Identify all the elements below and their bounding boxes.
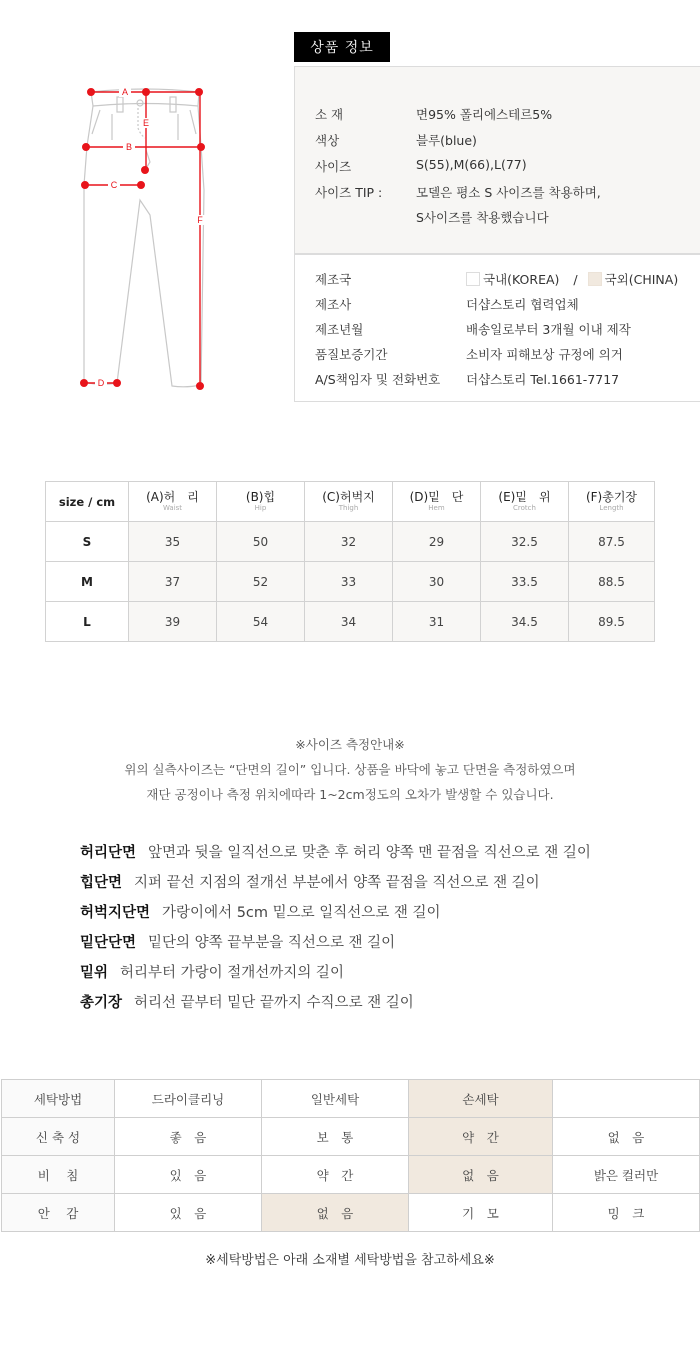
- size-cell: 89.5: [569, 602, 655, 642]
- wash-cell: 드라이클리닝: [115, 1080, 262, 1118]
- size-cell: 87.5: [569, 522, 655, 562]
- wash-cell: 기 모: [409, 1194, 553, 1232]
- info-value: S(55),M(66),L(77): [416, 157, 527, 172]
- wash-cell-selected: 약 간: [409, 1118, 553, 1156]
- size-cell: 39: [129, 602, 217, 642]
- definition-waist: 허리단면 앞면과 뒷을 일직선으로 맞춘 후 허리 양쪽 맨 끝점을 직선으로 잰 길이: [80, 845, 591, 861]
- info-value: 모델은 평소 S 사이즈를 착용하며,: [416, 185, 601, 200]
- origin-foreign: 국외(CHINA): [604, 272, 679, 287]
- info-key: 품질보증기간: [315, 347, 388, 362]
- size-cell: 37: [129, 562, 217, 602]
- size-table-header: [46, 482, 655, 522]
- size-cell: 54: [217, 602, 305, 642]
- definition-thigh: 허벅지단면 가랑이에서 5cm 밑으로 일직선으로 잰 길이: [80, 905, 441, 921]
- size-cell: 88.5: [569, 562, 655, 602]
- size-cell: 32.5: [481, 522, 569, 562]
- wash-label: 신 축 성: [2, 1118, 115, 1156]
- info-key: 제조년월: [315, 322, 364, 337]
- product-basic-info-box: [294, 66, 700, 254]
- domestic-swatch: [466, 272, 480, 286]
- wash-cell-selected: 없 음: [262, 1194, 409, 1232]
- notice-line-2: 재단 공정이나 측정 위치에따라 1~2cm정도의 오차가 발생할 수 있습니다.: [146, 787, 554, 802]
- origin-separator: /: [573, 272, 578, 287]
- wash-cell: [553, 1080, 700, 1118]
- size-cell: 35: [129, 522, 217, 562]
- info-row-size-tip-line2: [416, 208, 549, 226]
- definition-hip: 힙단면 지퍼 끝선 지점의 절개선 부분에서 양쪽 끝점을 직선으로 잰 길이: [80, 875, 540, 891]
- size-cell: 33: [305, 562, 393, 602]
- info-key: A/S책임자 및 전화번호: [315, 372, 441, 387]
- size-cell: 52: [217, 562, 305, 602]
- wash-row-method: [2, 1080, 700, 1118]
- wash-cell-selected: 없 음: [409, 1156, 553, 1194]
- wash-row-stretch: [2, 1118, 700, 1156]
- column-header-hem: (D)밑 단 Hem: [393, 482, 481, 522]
- size-table-corner: size / cm: [46, 482, 129, 522]
- info-key: 사이즈 TIP :: [315, 185, 383, 200]
- size-cell: 50: [217, 522, 305, 562]
- info-value: S사이즈를 착용했습니다: [416, 210, 549, 225]
- definition-crotch: 밑위 허리부터 가랑이 절개선까지의 길이: [80, 965, 344, 981]
- column-header-length: (F)총기장 Length: [569, 482, 655, 522]
- wash-cell: 없 음: [553, 1118, 700, 1156]
- info-value: 배송일로부터 3개월 이내 제작: [466, 322, 631, 337]
- size-cell: 31: [393, 602, 481, 642]
- size-label: S: [46, 522, 129, 562]
- size-label: M: [46, 562, 129, 602]
- foreign-swatch-selected: [588, 272, 602, 286]
- size-table: [45, 481, 655, 642]
- wash-cell: 밝은 컬러만: [553, 1156, 700, 1194]
- size-cell: 34.5: [481, 602, 569, 642]
- wash-cell: 있 음: [115, 1156, 262, 1194]
- info-key: 제조사: [315, 297, 352, 312]
- size-cell: 30: [393, 562, 481, 602]
- notice-title: ※사이즈 측정안내※: [295, 737, 405, 752]
- definition-hem: 밑단단면 밑단의 양쪽 끝부분을 직선으로 잰 길이: [80, 935, 396, 951]
- size-label: L: [46, 602, 129, 642]
- notice-line-1: 위의 실측사이즈는 “단면의 길이” 입니다. 상품을 바닥에 놓고 단면을 측정하였으며: [124, 762, 576, 777]
- size-row-m: [46, 562, 655, 602]
- info-key: 제조국: [315, 272, 352, 287]
- wash-footer-note: ※세탁방법은 아래 소재별 세탁방법을 참고하세요※: [205, 1253, 495, 1268]
- definition-length: 총기장 허리선 끝부터 밑단 끝까지 수직으로 잰 길이: [80, 995, 414, 1011]
- label-d: D: [97, 378, 105, 388]
- info-value: 더샵스토리 Tel.1661-7717: [466, 372, 620, 387]
- label-b: B: [125, 142, 133, 152]
- size-cell: 33.5: [481, 562, 569, 602]
- size-cell: 29: [393, 522, 481, 562]
- info-value: 소비자 피해보상 규정에 의거: [466, 347, 623, 362]
- wash-row-lining: [2, 1194, 700, 1232]
- origin-domestic: 국내(KOREA): [483, 272, 560, 287]
- column-header-thigh: (C)허벅지 Thigh: [305, 482, 393, 522]
- info-key: 사이즈: [315, 159, 352, 174]
- measurement-definitions: [80, 841, 591, 1021]
- info-key: 소 재: [315, 107, 344, 122]
- pants-measurement-diagram: [60, 70, 230, 400]
- column-header-crotch: (E)밑 위 Crotch: [481, 482, 569, 522]
- wash-cell: 좋 음: [115, 1118, 262, 1156]
- wash-cell: 일반세탁: [262, 1080, 409, 1118]
- size-cell: 32: [305, 522, 393, 562]
- wash-label: 안 감: [2, 1194, 115, 1232]
- product-maker-info-box: [294, 254, 700, 402]
- wash-cell: 약 간: [262, 1156, 409, 1194]
- size-cell: 34: [305, 602, 393, 642]
- wash-cell: 밍 크: [553, 1194, 700, 1232]
- wash-table: [1, 1079, 700, 1232]
- info-value: 면95% 폴리에스테르5%: [416, 107, 553, 122]
- pants-diagram-svg: [60, 70, 230, 400]
- origin-options: [466, 270, 678, 288]
- wash-cell: 있 음: [115, 1194, 262, 1232]
- info-value: 블루(blue): [416, 133, 477, 148]
- label-f: F: [197, 215, 203, 225]
- size-row-l: [46, 602, 655, 642]
- label-a: A: [121, 87, 129, 97]
- info-value: 더샵스토리 협력업체: [466, 297, 579, 312]
- size-row-s: [46, 522, 655, 562]
- column-header-hip: (B)힙 Hip: [217, 482, 305, 522]
- wash-label: 세탁방법: [2, 1080, 115, 1118]
- wash-cell-selected: 손세탁: [409, 1080, 553, 1118]
- product-info-title: 상품 정보: [294, 32, 390, 62]
- label-e: E: [142, 118, 150, 128]
- column-header-waist: (A)허 리 Waist: [129, 482, 217, 522]
- wash-label: 비 침: [2, 1156, 115, 1194]
- wash-row-sheer: [2, 1156, 700, 1194]
- label-c: C: [110, 180, 118, 190]
- info-key: 색상: [315, 133, 340, 148]
- wash-cell: 보 통: [262, 1118, 409, 1156]
